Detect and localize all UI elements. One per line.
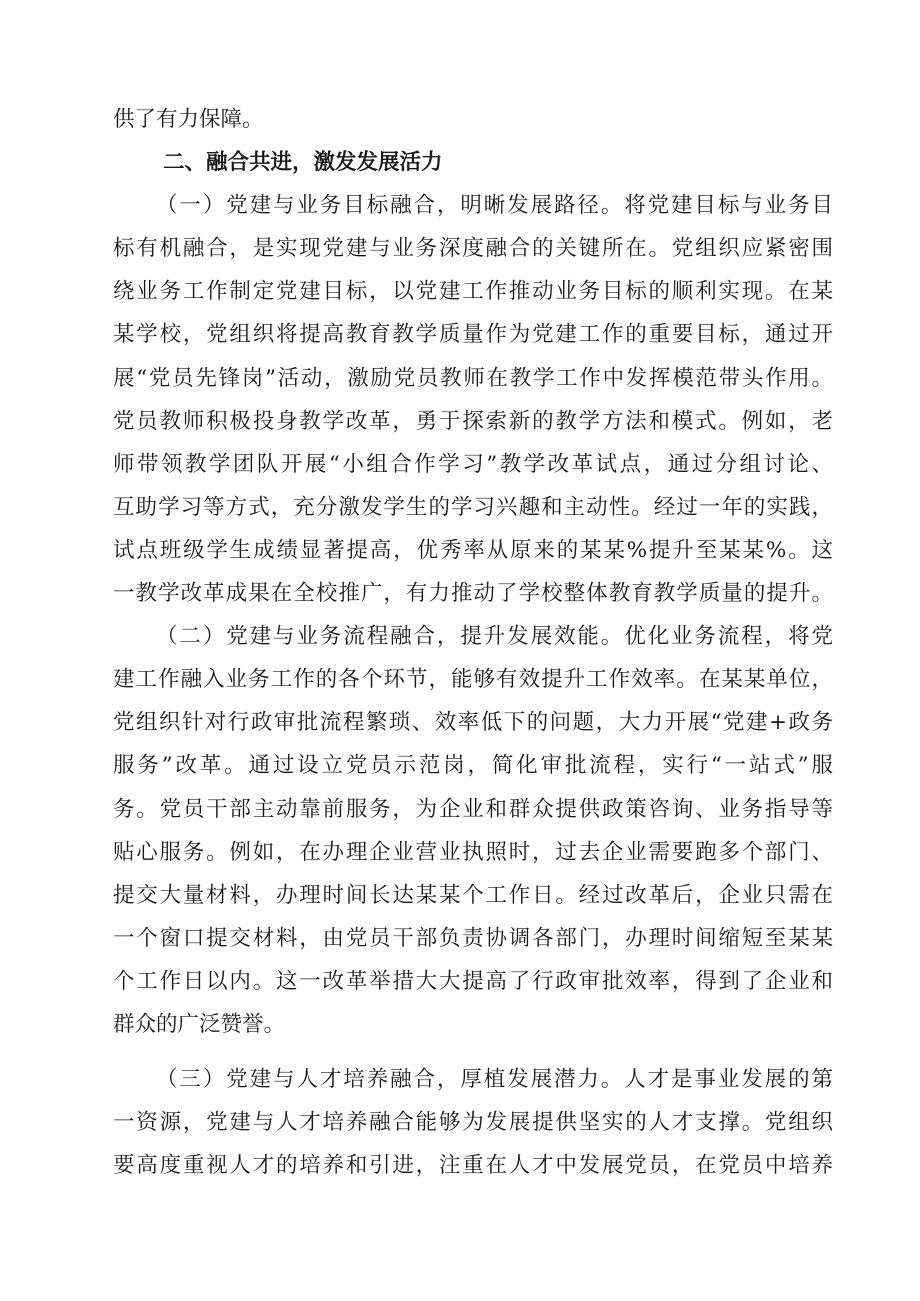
paragraph-line: 展“党员先锋岗”活动，激励党员教师在教学工作中发挥模范带头作用。	[113, 365, 833, 391]
paragraph-line: 党员教师积极投身教学改革，勇于探索新的教学方法和模式。例如，老	[113, 408, 833, 434]
paragraph-line: 要高度重视人才的培养和引进，注重在人才中发展党员，在党员中培养	[113, 1153, 833, 1179]
paragraph-line: （一）党建与业务目标融合，明晰发展路径。将党建目标与业务目	[156, 193, 833, 219]
paragraph-line: （三）党建与人才培养融合，厚植发展潜力。人才是事业发展的第	[156, 1067, 833, 1093]
section-heading: 二、融合共进，激发发展活力	[163, 150, 443, 176]
paragraph-line: 互助学习等方式，充分激发学生的学习兴趣和主动性。经过一年的实践，	[113, 494, 833, 520]
paragraph-line: 试点班级学生成绩显著提高，优秀率从原来的某某%提升至某某%。这	[113, 537, 833, 563]
paragraph-line: 一教学改革成果在全校推广，有力推动了学校整体教育教学质量的提升。	[113, 581, 833, 607]
paragraph-line: （二）党建与业务流程融合，提升发展效能。优化业务流程，将党	[156, 624, 833, 650]
paragraph-line: 务。党员干部主动靠前服务，为企业和群众提供政策咨询、业务指导等	[113, 796, 833, 822]
paragraph-line: 建工作融入业务工作的各个环节，能够有效提升工作效率。在某某单位，	[113, 667, 833, 693]
paragraph-3	[113, 1058, 833, 1187]
paragraph-line: 贴心服务。例如，在办理企业营业执照时，过去企业需要跑多个部门、	[113, 839, 833, 865]
paragraph-line: 绕业务工作制定党建目标，以党建工作推动业务目标的顺利实现。在某	[113, 279, 833, 305]
paragraph-line: 提交大量材料，办理时间长达某某个工作日。经过改革后，企业只需在	[113, 882, 833, 908]
document-body	[113, 98, 833, 1187]
paragraph-line: 一资源，党建与人才培养融合能够为发展提供坚实的人才支撑。党组织	[113, 1110, 833, 1136]
paragraph-line: 一个窗口提交材料，由党员干部负责协调各部门，办理时间缩短至某某	[113, 925, 833, 951]
paragraph-2	[113, 615, 833, 1046]
paragraph-line: 师带领教学团队开展“小组合作学习”教学改革试点，通过分组讨论、	[113, 451, 833, 477]
paragraph-line: 某学校，党组织将提高教育教学质量作为党建工作的重要目标，通过开	[113, 322, 833, 348]
paragraph-line: 党组织针对行政审批流程繁琐、效率低下的问题，大力开展“党建+政务	[113, 710, 833, 736]
paragraph-1	[113, 184, 833, 615]
paragraph-line: 个工作日以内。这一改革举措大大提高了行政审批效率，得到了企业和	[113, 968, 833, 994]
paragraph-line: 标有机融合，是实现党建与业务深度融合的关键所在。党组织应紧密围	[113, 236, 833, 262]
paragraph-spacer	[113, 1046, 833, 1058]
paragraph-line: 服务”改革。通过设立党员示范岗，简化审批流程，实行“一站式”服	[113, 753, 833, 779]
paragraph-line: 群众的广泛赞誉。	[113, 1011, 286, 1037]
intro-line: 供了有力保障。	[113, 107, 264, 132]
